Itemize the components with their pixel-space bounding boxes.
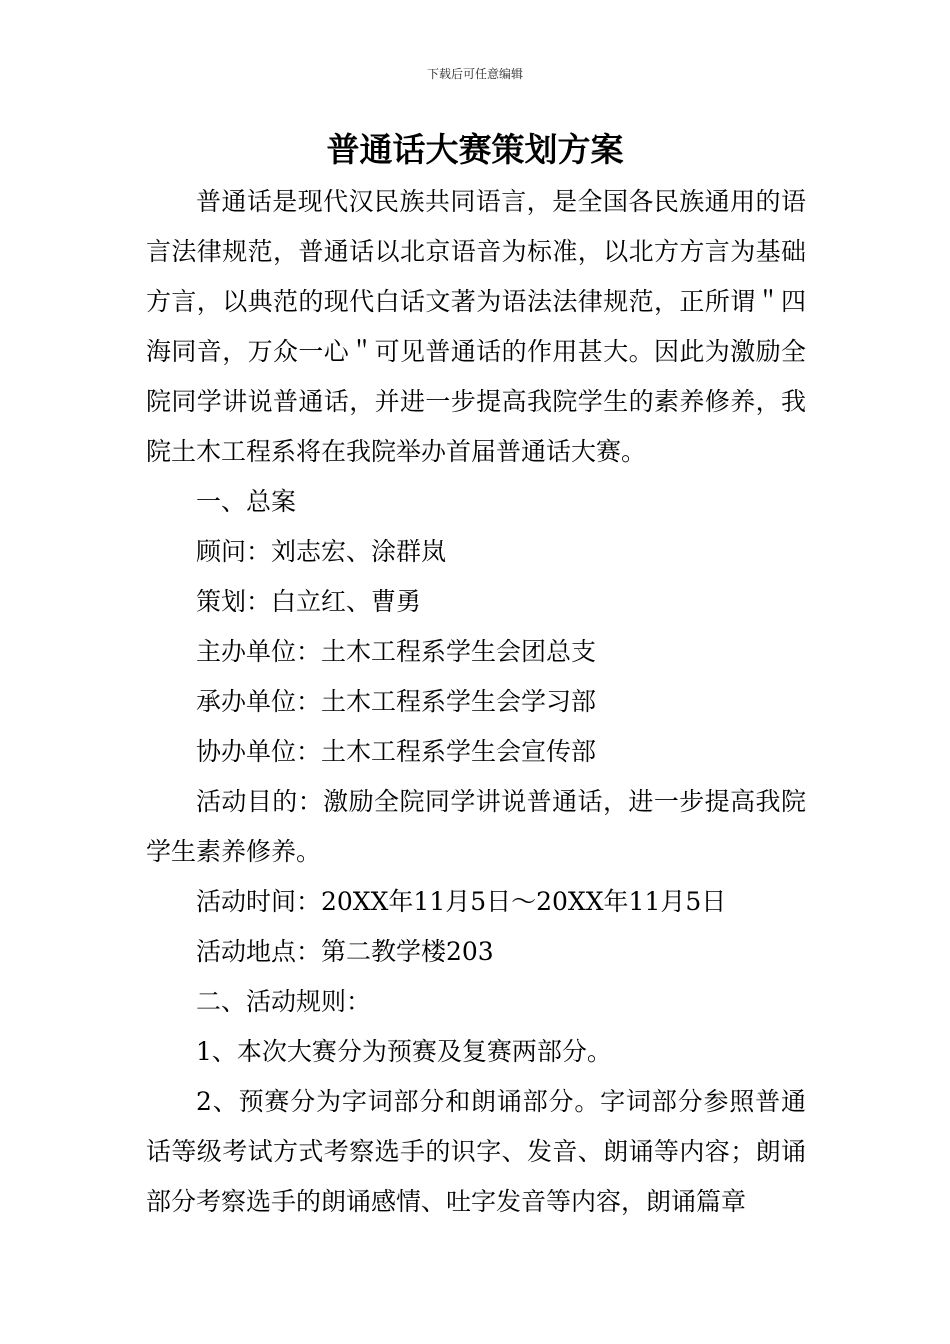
document-body — [146, 177, 806, 1227]
rule-1: 1、本次大赛分为预赛及复赛两部分。 — [196, 1037, 612, 1066]
purpose-paragraph: 活动目的：激励全院同学讲说普通话，进一步提高我院学生素养修养。 — [146, 787, 806, 866]
advisor-line: 顾问：刘志宏、涂群岚 — [196, 537, 447, 566]
co-organizer-line: 协办单位：土木工程系学生会宣传部 — [196, 737, 597, 766]
organizer-line: 主办单位：土木工程系学生会团总支 — [196, 637, 597, 666]
rule-2: 2、预赛分为字词部分和朗诵部分。字词部分参照普通话等级考试方式考察选手的识字、发音、朗诵等内容；朗诵部分考察选手的朗诵感情、吐字发音等内容，朗诵篇章 — [146, 1087, 806, 1216]
location-line: 活动地点：第二教学楼203 — [196, 937, 494, 966]
section-heading-overview: 一、总案 — [196, 487, 297, 516]
intro-paragraph: 普通话是现代汉民族共同语言，是全国各民族通用的语言法律规范，普通话以北京语音为标准，以北方方言为基础方言，以典范的现代白话文著为语法法律规范，正所谓＂四海同音，万众一心＂可见普通话的作用甚大。因此为激励全院同学讲说普通话，并进一步提高我院学生的素养修养，我院土木工程系将在我院举办首届普通话大赛。 — [146, 187, 806, 466]
planner-line: 策划：白立红、曹勇 — [196, 587, 422, 616]
time-line: 活动时间：20XX年11月5日～20XX年11月5日 — [196, 887, 727, 916]
host-line: 承办单位：土木工程系学生会学习部 — [196, 687, 597, 716]
document-title: 普通话大赛策划方案 — [326, 130, 624, 169]
section-heading-rules: 二、活动规则： — [196, 987, 372, 1016]
header-note: 下载后可任意编辑 — [426, 67, 523, 81]
